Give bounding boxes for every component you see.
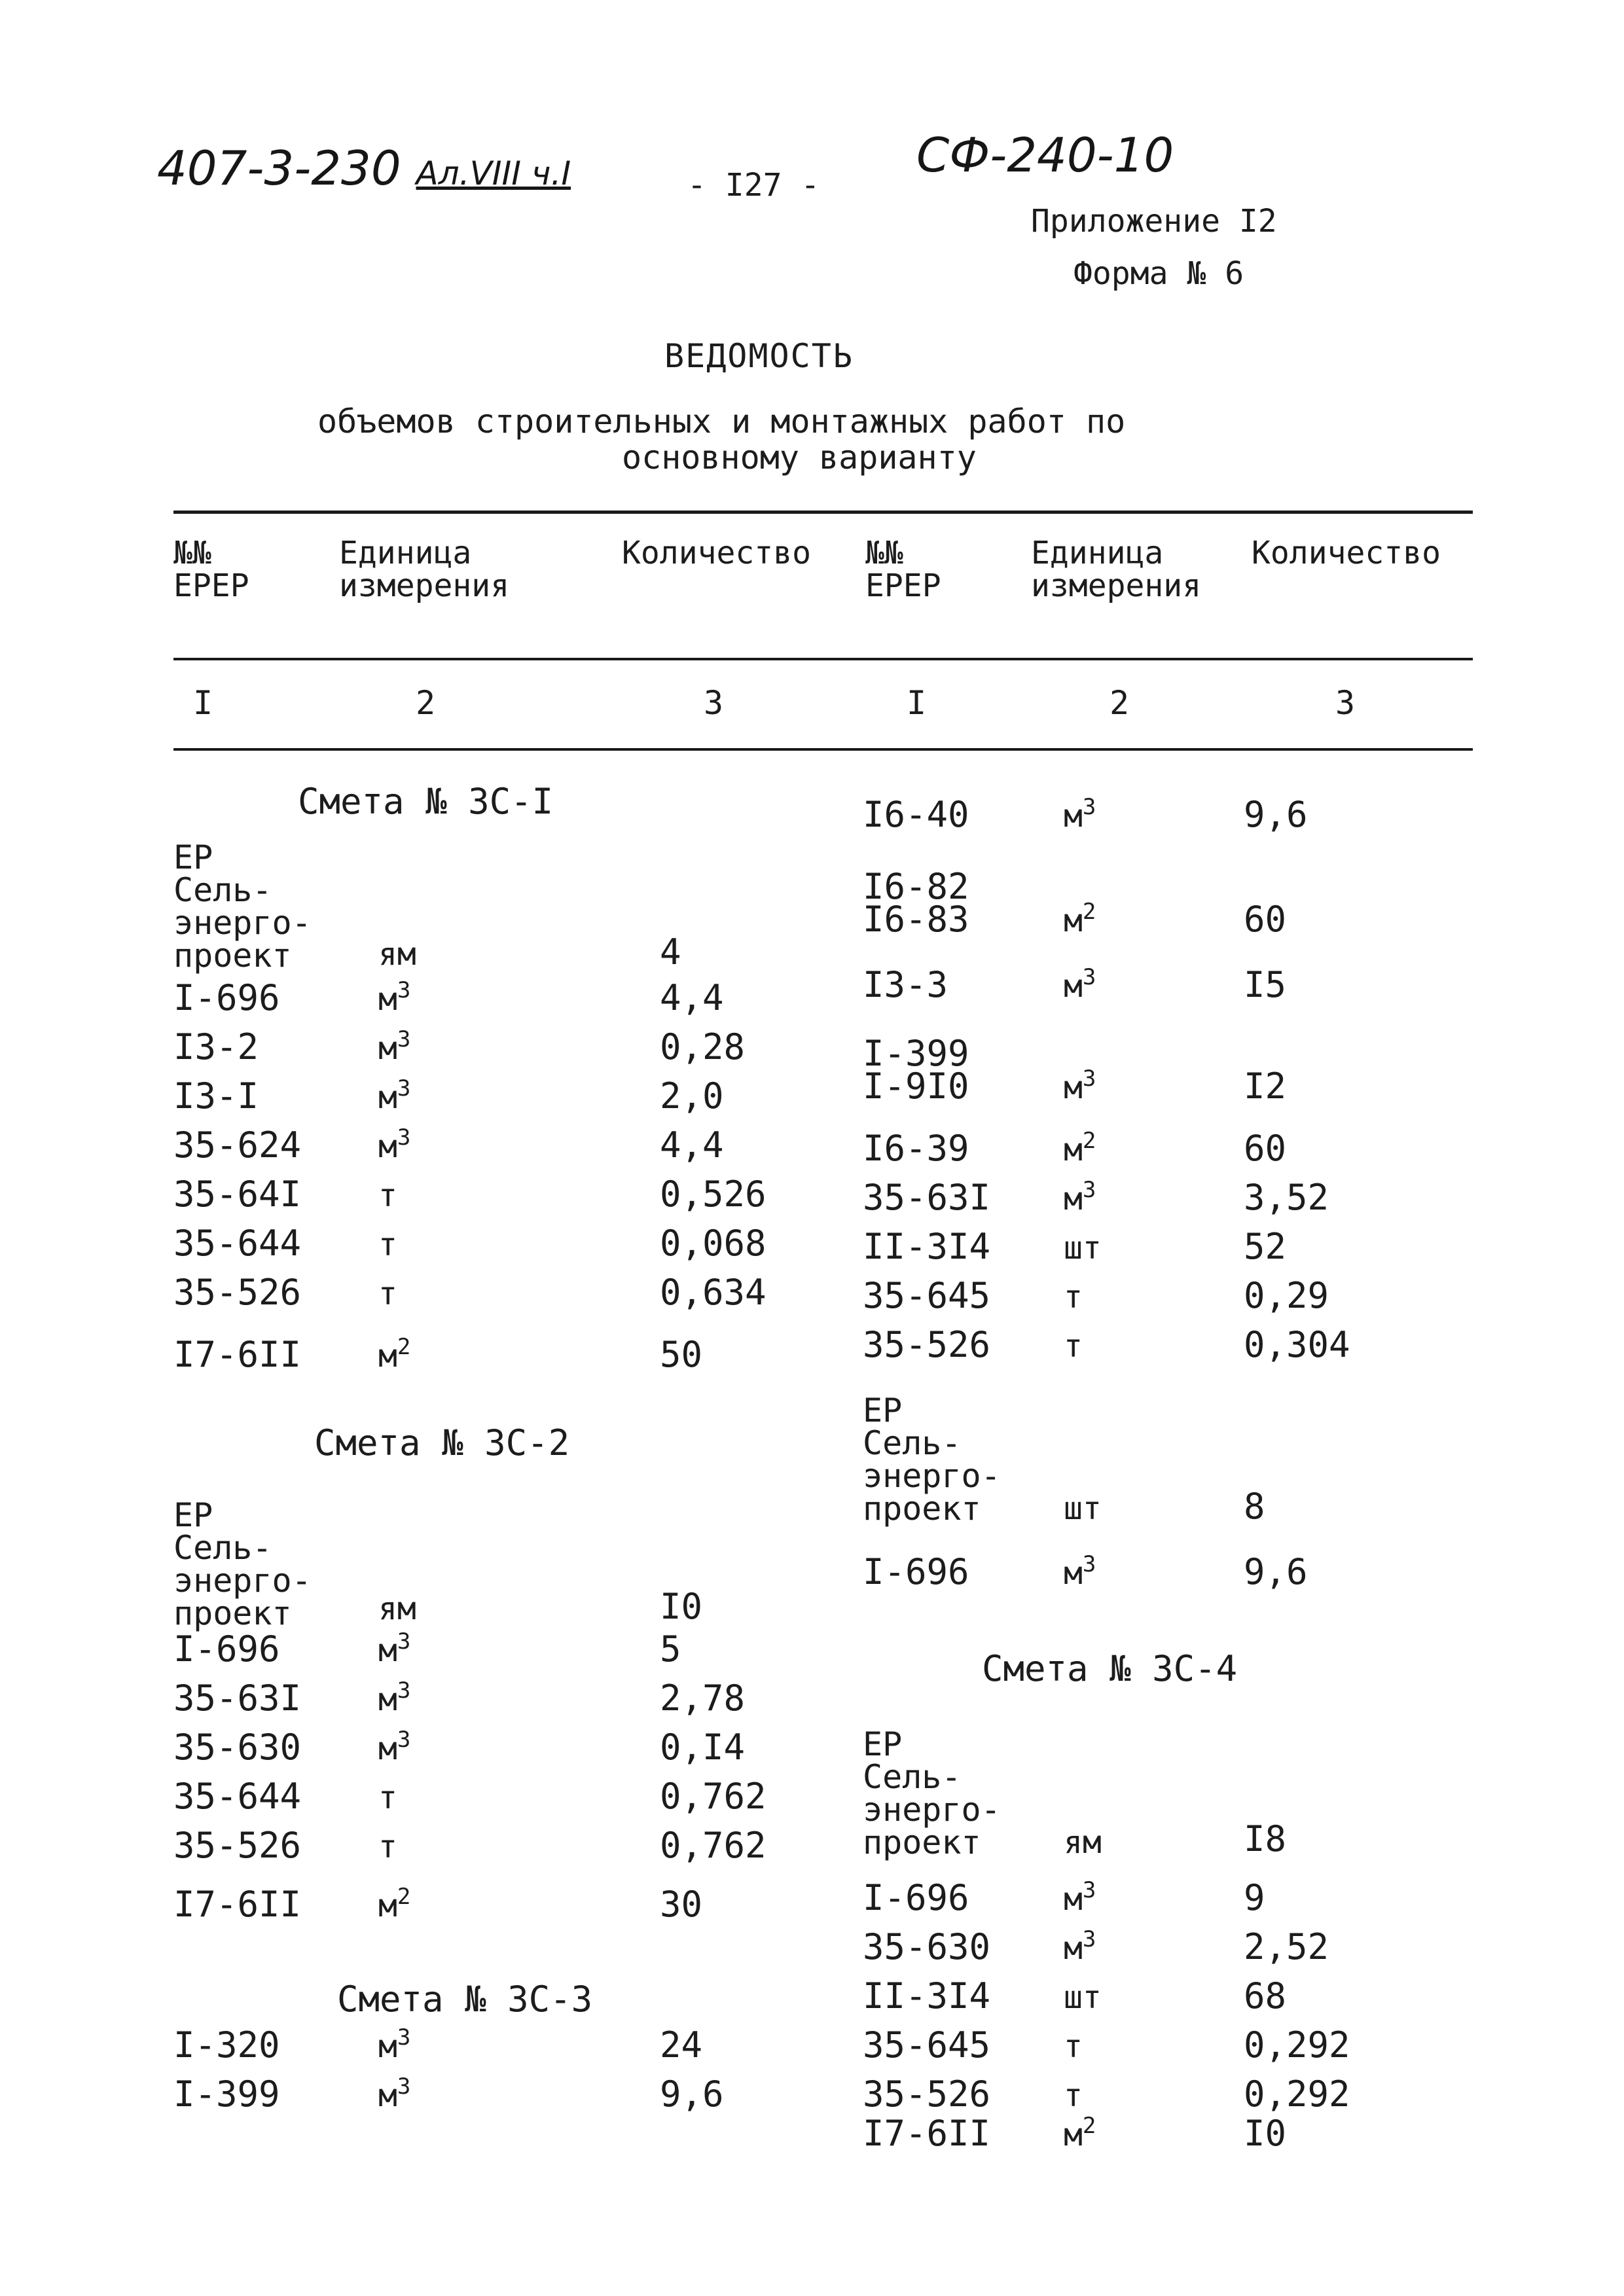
unit-cell: $м^2$: [1064, 1128, 1096, 1168]
quantity-cell: 60: [1244, 899, 1287, 940]
column-number: 3: [704, 684, 724, 722]
work-code-cell: 35-644: [173, 1776, 302, 1817]
unit-cell: т: [1064, 2028, 1083, 2065]
quantity-cell: 0,526: [660, 1174, 767, 1215]
organization-block: ЕР Сель- энерго- проект: [863, 1391, 1001, 1528]
work-code-cell: I-320: [173, 2024, 280, 2066]
work-code-cell: I3-2: [173, 1026, 259, 1067]
unit-cell: $м^3$: [378, 1026, 411, 1067]
unit-cell: т: [1064, 1279, 1083, 1316]
unit-cell: $м^3$: [1064, 1177, 1096, 1217]
unit-cell: ям: [378, 1590, 416, 1627]
unit-cell: $м^2$: [1064, 899, 1096, 939]
work-code-cell: I-399: [173, 2073, 280, 2115]
unit-cell: т: [378, 1177, 397, 1214]
quantity-cell: I0: [660, 1586, 703, 1627]
quantity-cell: 2,0: [660, 1075, 724, 1117]
organization-block: ЕР Сель- энерго- проект: [863, 1725, 1001, 1861]
work-code-cell: 35-64I: [173, 1174, 302, 1215]
work-code-cell: 35-630: [173, 1727, 302, 1768]
work-code-cell: 35-526: [173, 1825, 302, 1866]
unit-cell: т: [378, 1227, 397, 1263]
header-bottom-rule: [173, 658, 1473, 660]
work-code-cell: 35-63I: [173, 1677, 302, 1719]
appendix-label: Приложение I2: [1031, 203, 1277, 240]
work-code-cell: I-696: [173, 1628, 280, 1670]
quantity-cell: 30: [660, 1884, 703, 1925]
quantity-cell: I5: [1244, 964, 1287, 1005]
unit-cell: т: [1064, 2077, 1083, 2114]
quantity-cell: 9,6: [1244, 1551, 1308, 1592]
unit-cell: $м^3$: [1064, 1877, 1096, 1918]
quantity-cell: 9,6: [660, 2073, 724, 2115]
quantity-cell: 9,6: [1244, 794, 1308, 835]
work-code-cell: I-696: [863, 1551, 969, 1592]
work-code-cell: I7-6II: [173, 1884, 302, 1925]
unit-cell: $м^3$: [378, 2024, 411, 2065]
quantity-cell: I2: [1244, 1066, 1287, 1107]
quantity-cell: 0,I4: [660, 1727, 746, 1768]
unit-cell: $м^3$: [1064, 964, 1096, 1005]
quantity-cell: 4,4: [660, 977, 724, 1018]
unit-cell: $м^3$: [378, 1075, 411, 1116]
quantity-cell: 0,28: [660, 1026, 746, 1067]
work-code-cell: 35-63I: [863, 1177, 991, 1218]
work-code-cell: I6-39: [863, 1128, 969, 1169]
form-label: Форма № 6: [1074, 255, 1244, 292]
quantity-cell: I0: [1244, 2113, 1287, 2154]
unit-cell: ям: [378, 936, 416, 973]
work-code-cell: I-696: [863, 1877, 969, 1918]
subtitle-line-1: объемов строительных и монтажных работ по: [317, 403, 1126, 440]
unit-cell: $м^3$: [1064, 794, 1096, 834]
quantity-cell: 5: [660, 1628, 681, 1670]
document-code-handwritten: 407-3-230 Ал.VIII ч.I: [157, 141, 571, 196]
unit-cell: $м^3$: [378, 977, 411, 1018]
quantity-cell: 68: [1244, 1975, 1287, 2017]
work-code-cell: 35-645: [863, 1275, 991, 1316]
quantity-cell: 8: [1244, 1486, 1265, 1527]
work-code-cell: 35-624: [173, 1124, 302, 1166]
unit-cell: шт: [1064, 1490, 1102, 1527]
work-code-cell: 35-644: [173, 1223, 302, 1264]
quantity-cell: 52: [1244, 1226, 1287, 1267]
header-col-unit-right: Единица измерения: [1031, 535, 1202, 604]
work-code-cell: I3-3: [863, 964, 948, 1005]
organization-block: ЕР Сель- энерго- проект: [173, 838, 312, 975]
quantity-cell: 24: [660, 2024, 703, 2066]
header-col-number: №№ ЕРЕР: [173, 535, 249, 604]
work-code-cell: 35-645: [863, 2024, 991, 2066]
unit-cell: $м^3$: [378, 1677, 411, 1718]
organization-block: ЕР Сель- энерго- проект: [173, 1496, 312, 1632]
unit-cell: $м^3$: [378, 1628, 411, 1669]
unit-cell: ям: [1064, 1824, 1102, 1861]
unit-cell: $м^2$: [378, 1884, 411, 1924]
unit-cell: шт: [1064, 1230, 1102, 1266]
work-code-cell: I3-I: [173, 1075, 259, 1117]
header-col-quantity-right: Количество: [1252, 535, 1441, 571]
quantity-cell: 0,068: [660, 1223, 767, 1264]
quantity-cell: 9: [1244, 1877, 1265, 1918]
unit-cell: т: [378, 1780, 397, 1816]
unit-cell: $м^3$: [378, 1727, 411, 1767]
work-code-cell: I7-6II: [173, 1334, 302, 1375]
subtitle-line-2: основному варианту: [622, 439, 977, 476]
document-title: ВЕДОМОСТЬ: [664, 337, 854, 375]
work-code-cell: 35-526: [863, 2073, 991, 2115]
column-number: 2: [416, 684, 436, 722]
unit-cell: т: [378, 1829, 397, 1865]
quantity-cell: 0,762: [660, 1776, 767, 1817]
quantity-cell: 0,304: [1244, 1324, 1350, 1365]
quantity-cell: 0,292: [1244, 2024, 1350, 2066]
unit-cell: $м^2$: [378, 1334, 411, 1374]
work-code-cell: 35-526: [863, 1324, 991, 1365]
unit-cell: т: [1064, 1328, 1083, 1365]
page-number: - I27 -: [687, 167, 820, 204]
column-number: I: [907, 684, 927, 722]
quantity-cell: 0,292: [1244, 2073, 1350, 2115]
estimate-heading: Смета № ЗС-4: [982, 1648, 1238, 1689]
unit-cell: $м^3$: [1064, 1551, 1096, 1592]
header-col-number-right: №№ ЕРЕР: [865, 535, 941, 604]
table-top-rule: [173, 511, 1473, 514]
work-code-cell: II-3I4: [863, 1226, 991, 1267]
work-code-cell: 35-526: [173, 1272, 302, 1313]
work-code-cell: I-696: [173, 977, 280, 1018]
quantity-cell: 0,762: [660, 1825, 767, 1866]
unit-cell: т: [378, 1276, 397, 1312]
work-code-cell: II-3I4: [863, 1975, 991, 2017]
unit-cell: шт: [1064, 1979, 1102, 2016]
unit-cell: $м^3$: [378, 1124, 411, 1165]
unit-cell: $м^2$: [1064, 2113, 1096, 2153]
quantity-cell: 0,29: [1244, 1275, 1329, 1316]
header-col-unit: Единица измерения: [339, 535, 510, 604]
unit-cell: $м^3$: [1064, 1926, 1096, 1967]
work-code-cell: 35-630: [863, 1926, 991, 1967]
work-code-cell: I-9I0: [863, 1066, 969, 1107]
unit-cell: $м^3$: [378, 2073, 411, 2114]
work-code-cell: I7-6II: [863, 2113, 991, 2154]
estimate-heading: Смета № ЗС-3: [337, 1979, 593, 2020]
quantity-cell: 2,52: [1244, 1926, 1329, 1967]
column-number: 2: [1110, 684, 1130, 722]
header-col-quantity: Количество: [622, 535, 811, 571]
series-code-handwritten: СФ-240-10: [916, 128, 1174, 183]
quantity-cell: 2,78: [660, 1677, 746, 1719]
quantity-cell: 4,4: [660, 1124, 724, 1166]
quantity-cell: 50: [660, 1334, 703, 1375]
quantity-cell: 3,52: [1244, 1177, 1329, 1218]
quantity-cell: 60: [1244, 1128, 1287, 1169]
estimate-heading: Смета № ЗС-2: [314, 1422, 570, 1463]
work-code-cell: I6-82: [863, 866, 969, 907]
unit-cell: $м^3$: [1064, 1066, 1096, 1106]
quantity-cell: 0,634: [660, 1272, 767, 1313]
column-number: 3: [1335, 684, 1356, 722]
estimate-heading: Смета № ЗС-I: [298, 781, 554, 822]
column-number-rule: [173, 748, 1473, 751]
column-number: I: [193, 684, 213, 722]
work-code-cell: I6-40: [863, 794, 969, 835]
work-code-cell: I-399: [863, 1033, 969, 1074]
work-code-cell: I6-83: [863, 899, 969, 940]
quantity-cell: 4: [660, 931, 681, 973]
quantity-cell: I8: [1244, 1818, 1287, 1859]
